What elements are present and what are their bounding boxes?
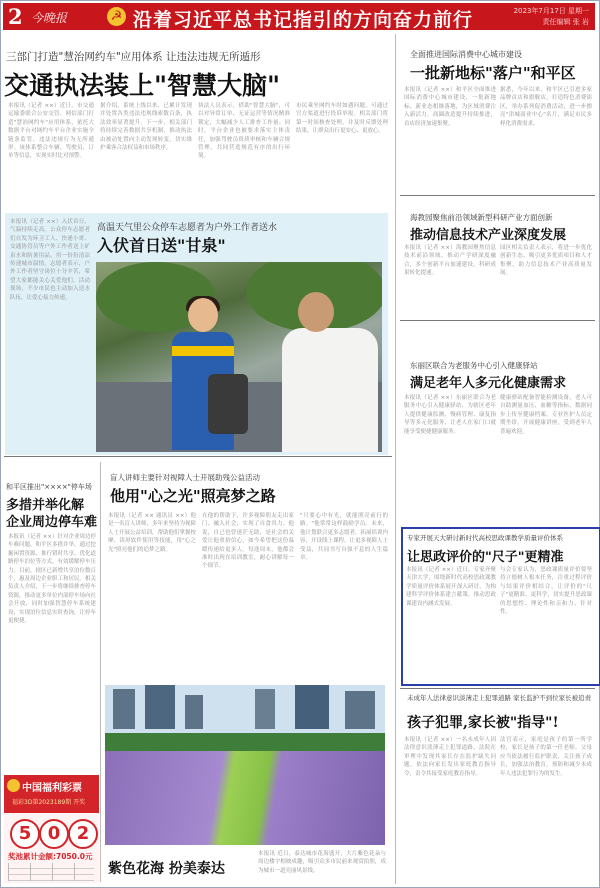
parking-kicker[interactable]: 和平区推出"××××"停车场 xyxy=(6,483,92,491)
elderly-body-col2: 健康驿站配备智能检测设备，老人可自助测量血压、血糖等指标，数据同步上传至健康档案。专业医护人员定期坐诊，开展健康讲座，受到老年人普遍欢迎。 xyxy=(500,395,592,435)
heart-light-kicker[interactable]: 盲人讲师主要针对视障人士开展助残公益活动 xyxy=(110,473,260,482)
lottery-number: 0 xyxy=(39,819,69,849)
evaluation-body-col2: 与会专家认为，思政课质量评价要坚持立德树人根本任务，注重过程评价与结果评价相结合，让评价的"尺子"更精准、更科学，切实提升思政课的思想性、理论性和亲和力、针对性。 xyxy=(500,567,592,616)
traffic-body-col2: 据介绍，系统上线以来，已累计发现并处置各类违法违规线索数百条，执法效率显著提升。下一步，相关部门将持续完善数据共享机制，推动执法由被动处置向主动发现转变，切实维护乘客合法权益和市场秩序。 xyxy=(100,103,192,152)
ad-subtitle: 福彩3D第2023189期 开奖 xyxy=(12,799,86,806)
crime-headline[interactable]: 孩子犯罪,家长被"指导"! xyxy=(407,715,559,731)
heart-light-body-col3: "只要心中有光，就能照亮前行的路。"他常常这样鼓励学员。未来，他计划联合更多志愿者，拓展培训内容，开设线上课程，让更多视障人士受益，共同书写自强不息的人生篇章。 xyxy=(300,513,388,562)
section-divider xyxy=(4,456,392,457)
issue-date: 2023年7月17日 星期一 xyxy=(513,7,589,15)
heart-light-body-col2: 在他的帮助下，许多视障朋友走出家门、融入社会，实现了自食其力。他说，自己也曾迷茫无助，是社会的关爱让他重拾信心，如今希望把这份温暖传递给更多人。每逢周末，他都会准时出现在培训教室，耐心讲解每一个细节。 xyxy=(202,513,294,570)
ad-title: 中国福利彩票 xyxy=(22,783,82,794)
landmark-body-col1: 本报讯（记者 ××）和平区全面推进国际消费中心城市建设，一批新地标、新业态相继落地，为区域消费注入新活力。商圈改造提升持续推进，首店经济加速集聚。 xyxy=(404,87,496,127)
landmark-headline[interactable]: 一批新地标"落户"和平区 xyxy=(410,64,576,82)
crime-body-col1: 本报讯（记者 ××）一名未成年人因法律意识淡薄走上犯罪道路，法院在审理中发现其家长存在监护缺失问题，依法向家长发出家庭教育指导令，责令其接受家庭教育指导。 xyxy=(404,737,496,777)
traffic-kicker[interactable]: 三部门打造"慧治网约车"应用体系 让违法违规无所遁形 xyxy=(6,51,261,63)
section-divider xyxy=(400,320,595,321)
flowers-caption[interactable]: 紫色花海 扮美泰达 xyxy=(108,861,225,877)
parking-headline-2[interactable]: 企业周边停车难 xyxy=(6,515,98,530)
elderly-headline[interactable]: 满足老年人多元化健康需求 xyxy=(410,376,567,391)
traffic-body-col1: 本报讯（记者 ××）近日，市交通运输委联合公安交管、网信部门打造"慧治网约车"应用体系，依托大数据平台对网约车平台企业实施全链条监管，违法违规行为无所遁形。该体系整合车辆、驾驶员、订单等信息，实现实时比对预警。 xyxy=(8,103,94,160)
bicycle-icon xyxy=(208,374,248,434)
flowers-body: 本报讯 近日，泰达城市花海盛开，大片紫色花朵与周边楼宇相映成趣，吸引众多市民前来观赏拍照，成为城市一道亮丽风景线。 xyxy=(258,851,386,874)
section-divider xyxy=(400,195,595,196)
ad-jackpot: 奖池累计金额:7050.0元 xyxy=(8,852,93,861)
info-tech-headline[interactable]: 推动信息技术产业深度发展 xyxy=(410,228,567,243)
heat-headline[interactable]: 入伏首日送"甘泉" xyxy=(97,236,226,255)
page-number: 2 xyxy=(8,4,23,29)
lottery-number: 2 xyxy=(68,819,98,849)
info-tech-body-col1: 本报讯（记者 ××）海教园聚焦信息技术前沿领域，推动产学研深度融合，多个创新平台加速建设，科研成果转化提速。 xyxy=(404,245,496,277)
traffic-headline[interactable]: 交通执法装上"智慧大脑" xyxy=(4,71,281,100)
masthead xyxy=(3,3,595,30)
banner-title: 沿着习近平总书记指引的方向奋力前行 xyxy=(133,9,474,31)
worker-figure xyxy=(282,292,378,452)
elderly-body-col1: 本报讯（记者 ××）东丽区联合为老服务中心引入健康驿站，为辖区老年人提供健康监测、慢病管理、康复指导等多元化服务，让老人在家门口就能享受便捷健康服务。 xyxy=(404,395,496,435)
lottery-logo-icon xyxy=(7,779,20,792)
evaluation-body-col1: 本报讯（记者 ××）近日，专家齐聚天津大学，围绕新时代高校思政课教学质量评价体系展开深入研讨，为构建科学评价体系建言献策，推动思政课建设内涵式发展。 xyxy=(406,567,496,607)
info-tech-body-col2: 园区相关负责人表示，将进一步优化创新生态，吸引更多优质项目和人才集聚，助力信息技术产业高质量发展。 xyxy=(500,245,592,277)
evaluation-kicker[interactable]: 专家开展天大研讨新时代高校思政课教学质量评价体系 xyxy=(407,534,563,542)
heart-light-headline[interactable]: 他用"心之光"照亮梦之路 xyxy=(110,487,276,505)
paper-name: 今晚报 xyxy=(31,11,68,25)
parking-headline-1[interactable]: 多措并举化解 xyxy=(6,498,85,513)
traffic-body-col3: 执法人员表示，借助"智慧大脑"，可以对异常订单、无证运营等情况精准锁定，大幅减少人工排查工作量。同时，平台企业也被要求落实主体责任，加强驾驶员资质审核和车辆合规管理，共同营造规范有序的出行环境。 xyxy=(198,103,290,160)
party-emblem-icon: ☭ xyxy=(107,7,126,26)
heart-light-body-col1: 本报讯（记者 ×× 通讯员 ××）他是一名盲人讲师，多年来坚持为视障人士开展公益培训，帮助他们掌握按摩、读屏软件使用等技能，用"心之光"照亮他们的追梦之路。 xyxy=(108,513,196,553)
crime-kicker[interactable]: 未成年人法律意识淡薄走上犯罪道路 家长监护不到位家长被追责 xyxy=(407,694,592,702)
column-divider xyxy=(395,34,396,884)
lottery-number: 5 xyxy=(10,819,40,849)
heat-kicker[interactable]: 高温天气里公众停车志愿者为户外工作者送水 xyxy=(97,223,278,233)
evaluation-headline[interactable]: 让思政评价的"尺子"更精准 xyxy=(407,550,564,565)
traffic-body-col4: 市民乘坐网约车时如遇问题，可通过官方渠道进行投诉举报。相关部门将第一时间核查处理，并及时反馈处理结果，让群众出行更安心、更放心。 xyxy=(296,103,388,135)
lottery-ad[interactable] xyxy=(4,775,99,883)
section-divider xyxy=(400,688,595,689)
editor-line: 责任编辑 张 岩 xyxy=(542,18,589,26)
elderly-kicker[interactable]: 东丽区联合为老服务中心引入健康驿站 xyxy=(410,361,538,370)
heat-body: 本报讯（记者 ××）入伏首日，气温持续走高。公众停车志愿者们自发为环卫工人、快递小哥、交通协管员等户外工作者送上矿泉水和防暑用品，用一份份清凉传递城市温情。志愿者表示，户外工作者坚守岗位十分辛苦，希望大家都能关心关爱他们。活动现场，不少市民也主动加入送水队伍，让爱心接力传递。 xyxy=(10,219,90,301)
landmark-body-col2: 据悉，今年以来，和平区已引进多家品牌首店和旗舰店，打造特色消费街区，举办系列促消费活动，进一步擦亮"津城商业中心"名片，满足市民多样化消费需求。 xyxy=(500,87,592,127)
ad-prize-table xyxy=(8,863,94,881)
crime-body-col2: 法官表示，家庭是孩子的第一所学校，家长是孩子的第一任老师。父母应当依法履行监护职责，关注孩子成长，加强法治教育，预防和减少未成年人违法犯罪行为的发生。 xyxy=(500,737,592,777)
parking-body: 本报讯（记者 ××）针对企业周边停车难问题，和平区多措并举，通过挖掘闲置资源、推行错时共享、优化道路停车泊位等方式，有效缓解停车压力。目前，辖区已新增共享泊位数百个，惠及周边企业职工和居民。相关负责人介绍，下一步将继续排查停车资源，推动更多单位内部停车场向社会开放，同时加强智慧停车系统建设，实现泊位信息实时查询，让停车更便捷。 xyxy=(8,534,96,625)
flowers-photo xyxy=(105,685,385,845)
landmark-kicker[interactable]: 全面推进国际消费中心城市建设 xyxy=(410,50,522,59)
heat-photo xyxy=(96,262,382,452)
info-tech-kicker[interactable]: 海教园聚焦前沿领域新型科研产业方面创新 xyxy=(410,213,553,222)
column-divider xyxy=(100,462,101,882)
